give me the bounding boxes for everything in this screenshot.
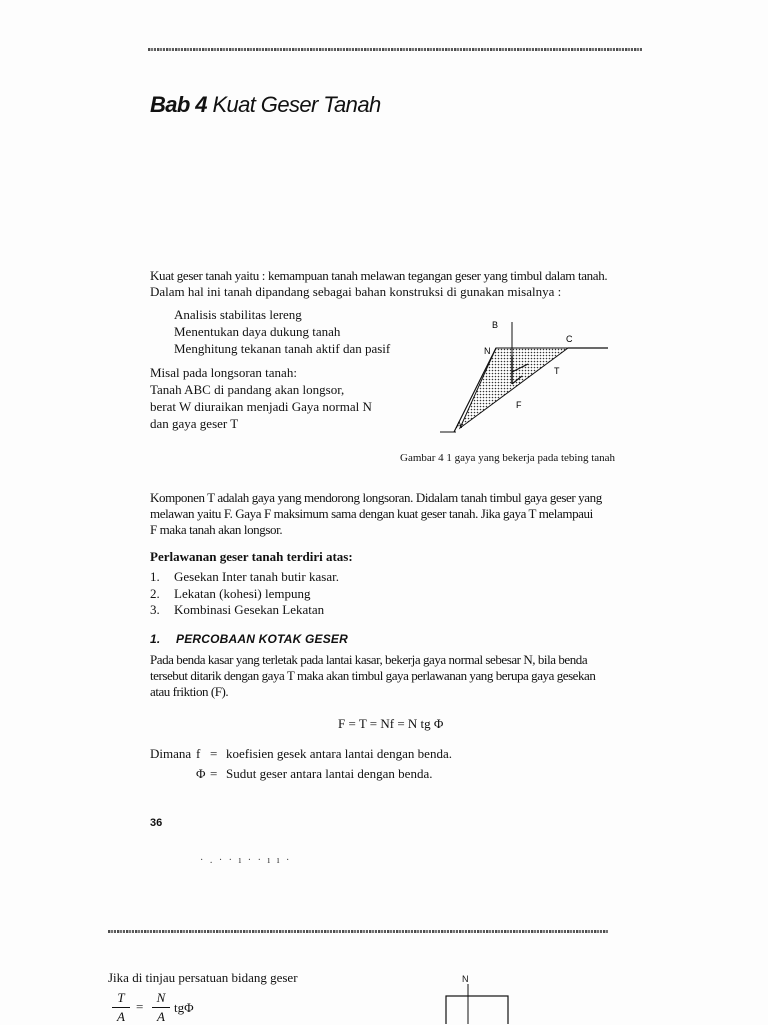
chapter-name: Kuat Geser Tanah xyxy=(212,92,381,117)
friction-formula: F = T = Nf = N tg Φ xyxy=(338,716,444,731)
list-number: 1. xyxy=(150,569,160,584)
label-f: F xyxy=(516,400,522,410)
page2-line: Jika di tinjau persatuan bidang geser xyxy=(108,970,298,985)
list-number: 3. xyxy=(150,602,160,617)
label-b: B xyxy=(492,320,499,330)
list-item xyxy=(150,602,339,619)
figure-caption: Gambar 4 1 gaya yang bekerja pada tebing tanah xyxy=(400,452,616,464)
scan-line-bottom xyxy=(108,930,608,933)
chapter-number: Bab 4 xyxy=(150,92,207,117)
list-item: Menghitung tekanan tanah aktif dan pasif xyxy=(174,341,391,356)
component-paragraph xyxy=(150,490,645,538)
intro-paragraph xyxy=(150,268,645,300)
box-label-n: N xyxy=(462,974,469,984)
example-line: dan gaya geser T xyxy=(150,416,239,431)
component-line: Komponen T adalah gaya yang mendorong longsoran. Didalam tanah timbul gaya geser yang xyxy=(150,490,602,505)
slope-diagram xyxy=(440,312,620,438)
resistance-heading: Perlawanan geser tanah terdiri atas: xyxy=(150,549,353,564)
definitions xyxy=(150,744,452,784)
section-line: Pada benda kasar yang terletak pada lantai kasar, bekerja gaya normal sebesar N, bila benda xyxy=(150,652,588,667)
fraction-denominator: A xyxy=(157,1009,165,1024)
component-line: melawan yaitu F. Gaya F maksimum sama dengan kuat geser tanah. Jika gaya T melampaui xyxy=(150,506,593,521)
fraction-n-over-a xyxy=(152,990,170,1025)
definition-equals: = xyxy=(210,746,218,761)
fraction-numerator: N xyxy=(156,990,166,1005)
label-a: A xyxy=(456,420,463,430)
example-line: berat W diuraikan menjadi Gaya normal N xyxy=(150,399,372,414)
definition-lead xyxy=(150,764,196,784)
page-number: 36 xyxy=(150,817,163,829)
list-text: Gesekan Inter tanah butir kasar. xyxy=(174,569,339,584)
component-line: F maka tanah akan longsor. xyxy=(150,522,283,537)
list-text: Lekatan (kohesi) lempung xyxy=(174,585,311,601)
definition-symbol: f xyxy=(196,746,201,761)
fraction-denominator: A xyxy=(117,1009,125,1024)
section-paragraph xyxy=(150,652,645,700)
definition-text: Sudut geser antara lantai dengan benda. xyxy=(226,766,433,781)
intro-line: Dalam hal ini tanah dipandang sebagai bahan konstruksi di gunakan misalnya : xyxy=(150,284,562,299)
section-number: 1. xyxy=(150,632,161,646)
scan-specks: · . · · ı · · ı ı · xyxy=(200,855,292,866)
uses-list xyxy=(174,306,390,357)
fraction-numerator: T xyxy=(117,990,125,1005)
section-line: tersebut ditarik dengan gaya T maka akan timbul gaya perlawanan yang berupa gaya gesekan xyxy=(150,668,596,683)
label-n: N xyxy=(484,346,491,356)
section-heading xyxy=(150,632,348,646)
chapter-title xyxy=(150,92,381,118)
list-item: Analisis stabilitas lereng xyxy=(174,307,302,322)
label-c: C xyxy=(566,334,573,344)
definition-lead: Dimana xyxy=(150,746,192,761)
list-text: Kombinasi Gesekan Lekatan xyxy=(174,602,325,617)
list-number: 2. xyxy=(150,585,160,601)
list-item: Menentukan daya dukung tanah xyxy=(174,324,341,339)
shear-box-diagram xyxy=(440,984,512,1024)
shear-box xyxy=(446,996,508,1024)
intro-line: Kuat geser tanah yaitu : kemampuan tanah melawan tegangan geser yang timbul dalam tanah. xyxy=(150,268,608,283)
definition-symbol: Φ xyxy=(196,766,206,781)
example-line: Tanah ABC di pandang akan longsor, xyxy=(150,382,345,397)
example-line: Misal pada longsoran tanah: xyxy=(150,365,297,380)
definition-equals: = xyxy=(210,766,218,781)
fraction-t-over-a xyxy=(112,990,130,1025)
list-item xyxy=(150,586,339,603)
tg-phi: tgΦ xyxy=(174,1000,194,1015)
scan-line-top xyxy=(148,48,643,51)
definition-text: koefisien gesek antara lantai dengan benda. xyxy=(226,746,452,761)
equals-sign: = xyxy=(136,999,144,1014)
definition-row xyxy=(150,744,452,764)
section-line: atau friktion (F). xyxy=(150,684,229,699)
example-text xyxy=(150,364,372,432)
definition-row xyxy=(150,764,452,784)
section-title: PERCOBAAN KOTAK GESER xyxy=(176,632,348,646)
list-item xyxy=(150,569,339,586)
label-t: T xyxy=(554,366,560,376)
resistance-list xyxy=(150,569,339,619)
